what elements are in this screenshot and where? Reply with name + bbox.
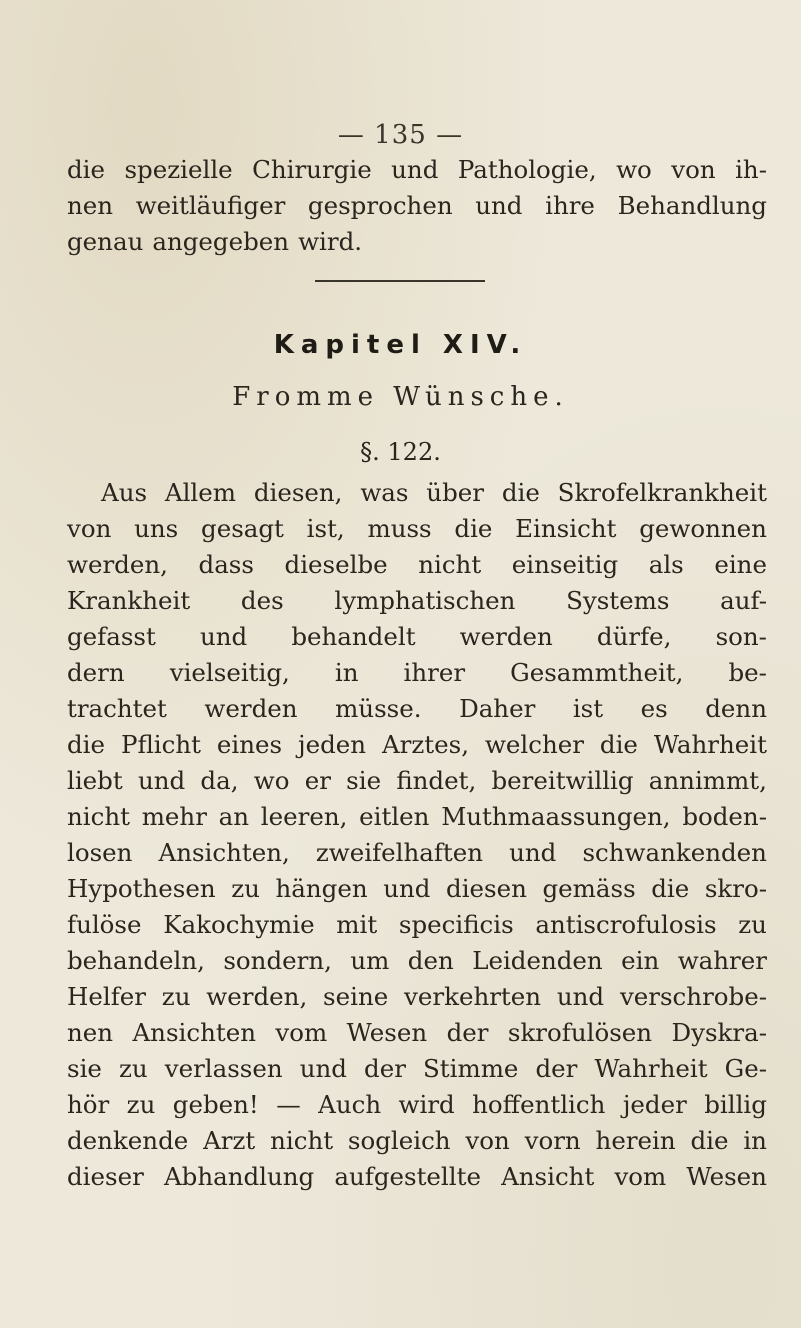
text-line (67, 691, 767, 727)
text-line (67, 583, 767, 619)
word: Arztes, (381, 730, 470, 759)
word: diesen (446, 874, 527, 903)
word: Wahrheit (594, 1054, 708, 1083)
word: verkehrten (404, 982, 542, 1011)
word: Pathologie, (457, 155, 597, 184)
word: muss (367, 514, 432, 543)
word: Hypothesen (67, 874, 216, 903)
word: und (383, 874, 431, 903)
word: vielseitig, (169, 658, 290, 687)
word: ein (621, 946, 660, 975)
word: uns (134, 514, 179, 543)
word: der (535, 1054, 578, 1083)
word: des (240, 586, 284, 615)
word: jeder (622, 1090, 687, 1119)
section-divider (315, 280, 485, 282)
text-line (67, 835, 767, 871)
word: der (446, 1018, 489, 1047)
word: denkende (67, 1126, 189, 1155)
word: gefasst (67, 622, 156, 651)
word: Helfer (67, 982, 146, 1011)
word: sie (67, 1054, 102, 1083)
word: nicht (67, 802, 130, 831)
word: Muthmaassungen, (441, 802, 671, 831)
word: Pflicht (120, 730, 201, 759)
word: Arzt (203, 1126, 256, 1155)
word: vom (614, 1162, 667, 1191)
word: dürfe, (596, 622, 672, 651)
word: leeren, (260, 802, 348, 831)
word: genau (67, 227, 144, 256)
word: dieser (67, 1162, 144, 1191)
word: Wahrheit (653, 730, 767, 759)
word: mehr (141, 802, 207, 831)
word: zu (118, 1054, 148, 1083)
word: losen (67, 838, 133, 867)
word: Krankheit (67, 586, 191, 615)
text-line (67, 511, 767, 547)
word: geben! (172, 1090, 259, 1119)
word: Wesen (346, 1018, 428, 1047)
word: denn (705, 694, 767, 723)
word: Ge- (724, 1054, 767, 1083)
word: sogleich (347, 1126, 451, 1155)
word: auf- (720, 586, 767, 615)
word: und (137, 766, 186, 795)
text-line (67, 1087, 767, 1123)
word: über (426, 478, 484, 507)
page-number: — 135 — (337, 120, 464, 150)
word: jeden (298, 730, 367, 759)
word: Systems (566, 586, 670, 615)
word: von (671, 155, 716, 184)
word: Wesen (686, 1162, 767, 1191)
word: als (648, 550, 684, 579)
text-line (67, 1015, 767, 1051)
word: die (67, 730, 106, 759)
word: behandeln, (67, 946, 205, 975)
word: zu (738, 910, 767, 939)
body-paragraph (67, 475, 767, 1195)
word: nicht (270, 1126, 334, 1155)
text-line (67, 943, 767, 979)
word: findet, (396, 766, 477, 795)
intro-paragraph (67, 152, 767, 260)
text-line (67, 188, 767, 224)
word: Auch (318, 1090, 382, 1119)
word: Behandlung (617, 191, 767, 220)
word: fulöse (67, 910, 142, 939)
word: in (334, 658, 359, 687)
word: der (364, 1054, 406, 1083)
text-line (67, 1159, 767, 1195)
word: gesagt (201, 514, 284, 543)
word: wird. (298, 227, 363, 256)
word: eine (714, 550, 767, 579)
word: diesen, (253, 478, 343, 507)
word: — (276, 1090, 301, 1119)
word: sie (346, 766, 382, 795)
word: zu (161, 982, 191, 1011)
word: gesprochen (307, 191, 453, 220)
word: vom (275, 1018, 328, 1047)
word: nicht (418, 550, 482, 579)
word: antiscrofulosis (535, 910, 717, 939)
text-line (67, 763, 767, 799)
word: liebt (67, 766, 123, 795)
section-number: §. 122. (360, 438, 441, 466)
word: von (465, 1126, 510, 1155)
word: verschrobe- (619, 982, 767, 1011)
word: mit (336, 910, 378, 939)
word: weitläufiger (135, 191, 286, 220)
word: boden- (682, 802, 767, 831)
word: an (218, 802, 250, 831)
word: Ansichten, (158, 838, 290, 867)
word: nen (67, 191, 114, 220)
word: verlassen (164, 1054, 283, 1083)
word: welcher (484, 730, 584, 759)
word: Abhandlung (163, 1162, 315, 1191)
word: schwankenden (582, 838, 767, 867)
word: zu (231, 874, 260, 903)
word: werden (459, 622, 553, 651)
chapter-title: Fromme Wünsche. (232, 382, 569, 412)
word: hängen (275, 874, 368, 903)
word: dass (198, 550, 254, 579)
word: Aus (101, 478, 148, 507)
word: die (690, 1126, 729, 1155)
word: und (391, 155, 439, 184)
text-line (67, 799, 767, 835)
text-line (67, 224, 767, 260)
word: die (454, 514, 493, 543)
text-line (67, 547, 767, 583)
word: ist, (306, 514, 345, 543)
word: und (199, 622, 248, 651)
word: die (501, 478, 540, 507)
word: es (640, 694, 668, 723)
word: spezielle (124, 155, 233, 184)
text-line (67, 475, 767, 511)
word: dieselbe (284, 550, 388, 579)
word: Leidenden (472, 946, 603, 975)
word: ist (572, 694, 604, 723)
word: sondern, (223, 946, 332, 975)
word: eines (216, 730, 283, 759)
word: angegeben (152, 227, 290, 256)
word: wird (398, 1090, 455, 1119)
word: die (67, 155, 106, 184)
word: nen (67, 1018, 114, 1047)
word: um (350, 946, 390, 975)
word: be- (728, 658, 767, 687)
word: trachtet (67, 694, 167, 723)
text-line (67, 907, 767, 943)
word: specificis (398, 910, 514, 939)
word: vorn (524, 1126, 581, 1155)
text-line (67, 1051, 767, 1087)
text-line (67, 619, 767, 655)
word: Daher (459, 694, 536, 723)
word: Stimme (423, 1054, 519, 1083)
word: in (743, 1126, 767, 1155)
chapter-heading: Kapitel XIV. (273, 330, 528, 360)
word: skro- (704, 874, 767, 903)
word: bereitwillig (491, 766, 634, 795)
word: gemäss (542, 874, 636, 903)
word: und (509, 838, 557, 867)
word: da, (200, 766, 239, 795)
word: Ansichten (132, 1018, 256, 1047)
word: den (407, 946, 454, 975)
word: zweifelhaften (315, 838, 484, 867)
word: skrofulösen (507, 1018, 653, 1047)
word: von (67, 514, 112, 543)
word: Einsicht (515, 514, 617, 543)
word: einseitig (511, 550, 619, 579)
word: werden (204, 694, 298, 723)
word: werden, (206, 982, 308, 1011)
word: hoffentlich (472, 1090, 606, 1119)
word: hör (67, 1090, 110, 1119)
word: Kakochymie (163, 910, 315, 939)
word: Allem (164, 478, 236, 507)
word: annimmt, (648, 766, 767, 795)
word: und (556, 982, 605, 1011)
word: und (475, 191, 523, 220)
word: die (651, 874, 690, 903)
word: son- (715, 622, 767, 651)
word: billig (704, 1090, 767, 1119)
text-line (67, 727, 767, 763)
word: müsse. (335, 694, 422, 723)
word: Chirurgie (252, 155, 372, 184)
word: behandelt (291, 622, 416, 651)
word: wahrer (677, 946, 767, 975)
text-line (67, 871, 767, 907)
text-line (67, 655, 767, 691)
word: und (299, 1054, 347, 1083)
word: Ansicht (501, 1162, 595, 1191)
word: aufgestellte (334, 1162, 481, 1191)
word: herein (595, 1126, 676, 1155)
word: ihrer (403, 658, 466, 687)
word: seine (323, 982, 389, 1011)
text-line (67, 979, 767, 1015)
word: dern (67, 658, 125, 687)
word: lymphatischen (334, 586, 516, 615)
word: ihre (545, 191, 595, 220)
word: er (304, 766, 331, 795)
word: was (360, 478, 409, 507)
word: Gesammtheit, (510, 658, 684, 687)
word: Dyskra- (671, 1018, 767, 1047)
word: werden, (67, 550, 168, 579)
word: die (599, 730, 638, 759)
word: eitlen (359, 802, 430, 831)
text-line (67, 1123, 767, 1159)
word: gewonnen (639, 514, 767, 543)
word: wo (253, 766, 290, 795)
text-line (67, 152, 767, 188)
word: ih- (735, 155, 767, 184)
word: zu (126, 1090, 156, 1119)
word: Skrofelkrankheit (557, 478, 767, 507)
word: wo (616, 155, 652, 184)
